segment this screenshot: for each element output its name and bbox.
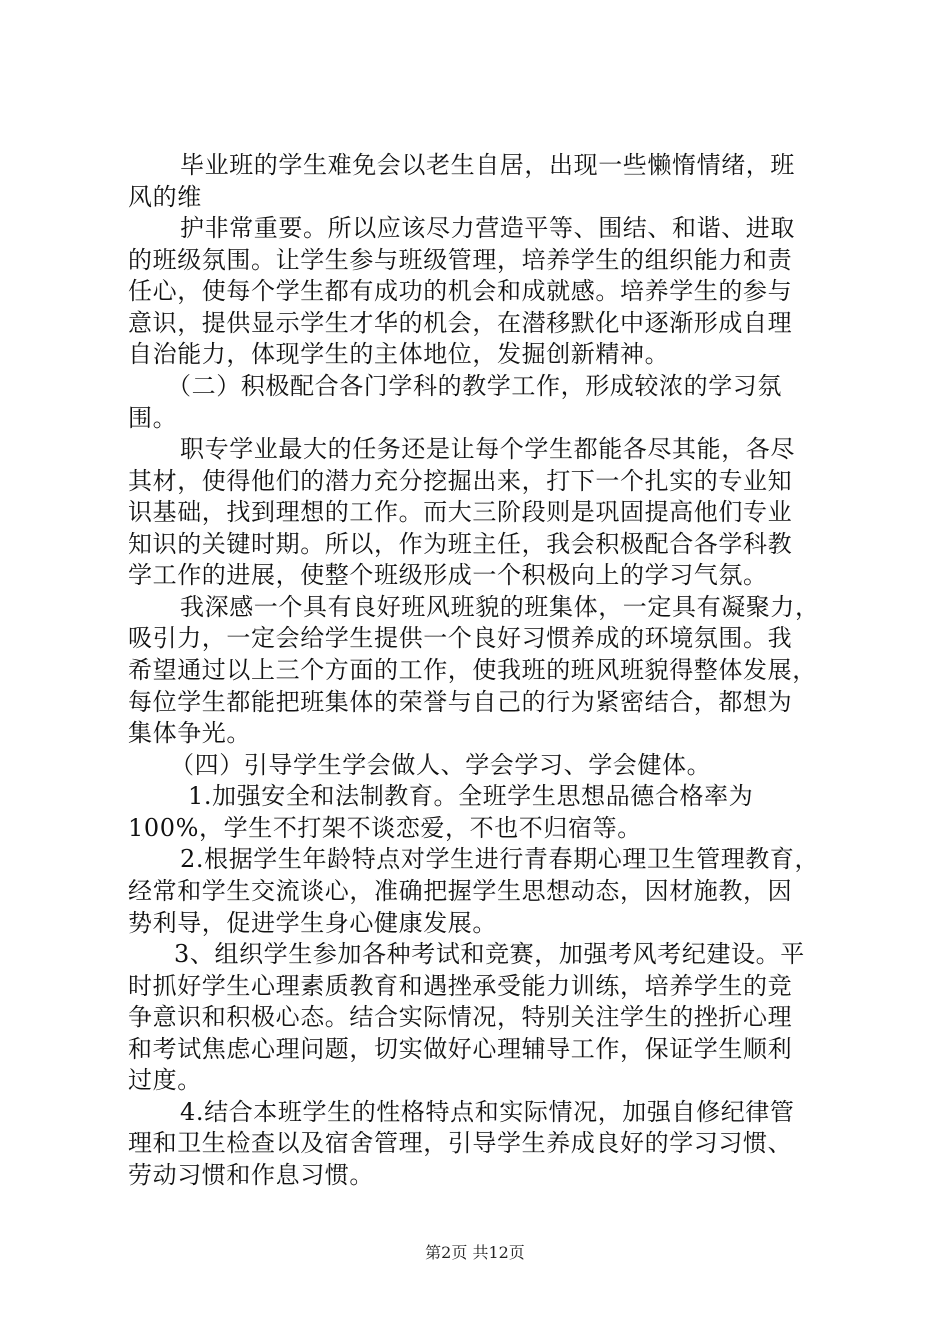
text-line: 势利导，促进学生身心健康发展。 (128, 909, 497, 937)
text-line: 过度。 (128, 1066, 202, 1094)
text-line: 争意识和积极心态。结合实际情况，特别关注学生的挫折心理 (128, 1003, 793, 1031)
text-line: 意识，提供显示学生才华的机会，在潜移默化中逐渐形成自理 (128, 309, 793, 337)
text-line: 集体争光。 (128, 719, 251, 747)
text-line: 时抓好学生心理素质教育和遇挫承受能力训练，培养学生的竞 (128, 972, 793, 1000)
text-line: 任心，使每个学生都有成功的机会和成就感。培养学生的参与 (128, 277, 793, 305)
page-number-footer: 第2页 共12页 (425, 1243, 525, 1262)
list-item: 2.根据学生年龄特点对学生进行青春期心理卫生管理教育， (180, 845, 820, 873)
text-line: 知识的关键时期。所以，作为班主任，我会积极配合各学科教 (128, 530, 793, 558)
text-line: 风的维 (128, 183, 202, 211)
text-line: 识基础，找到理想的工作。而大三阶段则是巩固提高他们专业 (128, 498, 793, 526)
list-item: 4.结合本班学生的性格特点和实际情况，加强自修纪律管 (180, 1098, 795, 1126)
text-line: 理和卫生检查以及宿舍管理，引导学生养成良好的学习习惯、 (128, 1129, 793, 1157)
text-line: 我深感一个具有良好班风班貌的班集体，一定具有凝聚力， (180, 593, 820, 621)
list-item: 1.加强安全和法制教育。全班学生思想品德合格率为 (188, 782, 754, 810)
section-heading: （二）积极配合各门学科的教学工作，形成较浓的学习氛 (167, 372, 782, 400)
list-item: 3、组织学生参加各种考试和竞赛，加强考风考纪建设。平 (174, 940, 805, 968)
text-line: 和考试焦虑心理问题，切实做好心理辅导工作，保证学生顺利 (128, 1035, 793, 1063)
text-line: 自治能力，体现学生的主体地位，发掘创新精神。 (128, 340, 670, 368)
text-line: 吸引力，一定会给学生提供一个良好习惯养成的环境氛围。我 (128, 624, 793, 652)
text-line: 职专学业最大的任务还是让每个学生都能各尽其能，各尽 (180, 435, 795, 463)
text-line: 每位学生都能把班集体的荣誉与自己的行为紧密结合，都想为 (128, 688, 793, 716)
text-line: 希望通过以上三个方面的工作，使我班的班风班貌得整体发展， (128, 656, 817, 684)
text-line: 经常和学生交流谈心，准确把握学生思想动态，因材施教，因 (128, 877, 793, 905)
text-line: 劳动习惯和作息习惯。 (128, 1161, 374, 1189)
text-line: 毕业班的学生难免会以老生自居，出现一些懒惰情绪，班 (180, 151, 795, 179)
text-line: 学工作的进展，使整个班级形成一个积极向上的学习气氛。 (128, 561, 768, 589)
text-line: 围。 (128, 404, 178, 432)
section-heading: （四）引导学生学会做人、学会学习、学会健体。 (170, 751, 712, 779)
text-line: 100%，学生不打架不谈恋爱，不也不归宿等。 (128, 814, 642, 842)
text-line: 护非常重要。所以应该尽力营造平等、围结、和谐、进取 (180, 214, 795, 242)
text-line: 的班级氛围。让学生参与班级管理，培养学生的组织能力和责 (128, 246, 793, 274)
text-line: 其材，使得他们的潜力充分挖掘出来，打下一个扎实的专业知 (128, 467, 793, 495)
